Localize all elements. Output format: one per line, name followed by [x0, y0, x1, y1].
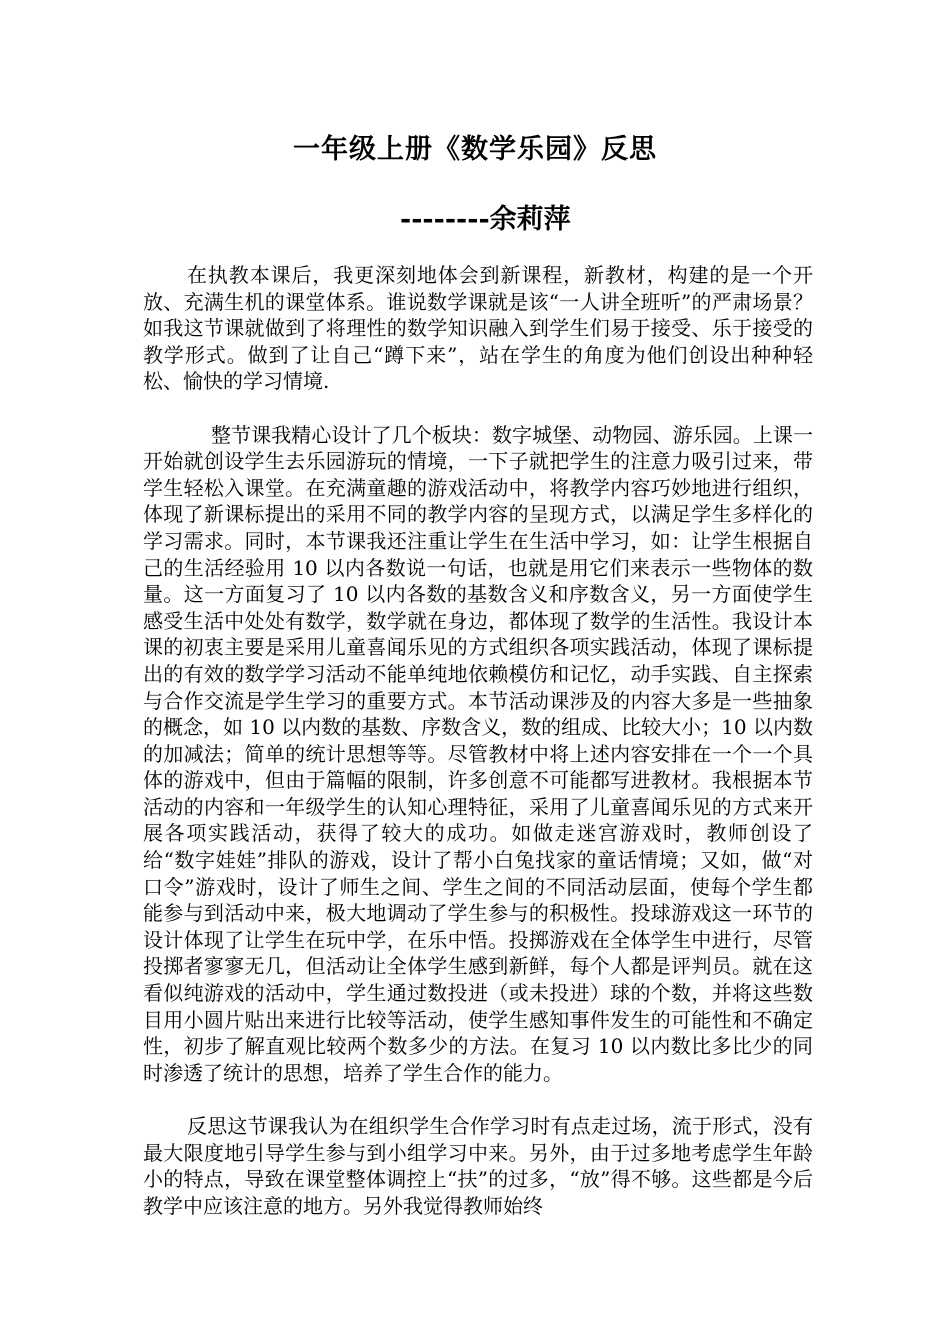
paragraph-intro: 在执教本课后，我更深刻地体会到新课程，新教材，构建的是一个开放、充满生机的课堂体系。谁说数学课就是该“一人讲全班听”的严肃场景？如我这节课就做到了将理性的数学知识融入到学生们易于接受、乐于接受的教学形式。做到了让自己“蹲下来”，站在学生的角度为他们创设出种种轻松、愉快的学习情境. [143, 263, 813, 394]
document-title: 一年级上册《数学乐园》反思 [293, 134, 657, 165]
paragraph-reflection: 反思这节课我认为在组织学生合作学习时有点走过场，流于形式，没有最大限度地引导学生参与到小组学习中来。另外，由于过多地考虑学生年龄小的特点，导致在课堂整体调控上“扶”的过多，“放”得不够。这些都是今后教学中应该注意的地方。另外我觉得教师始终 [143, 1114, 813, 1218]
document-body [143, 262, 813, 1219]
author-line: --------余莉萍 [400, 204, 571, 235]
paragraph-lesson-design: 整节课我精心设计了几个板块：数字城堡、动物园、游乐园。上课一开始就创设学生去乐园游玩的情境，一下子就把学生的注意力吸引过来，带学生轻松入课堂。在充满童趣的游戏活动中，将教学内容巧妙地进行组织，体现了新课标提出的采用不同的教学内容的呈现方式，以满足学生多样化的学习需求。同时，本节课我还注重让学生在生活中学习，如：让学生根据自己的生活经验用 10 以内各数说一句话，也就是用它们来表示一些物体的数量。这一方面复习了 10 以内各数的基数含义和序数含义，另一方面使学生感受生活中处处有数学，数学就在身边，都体现了数学的生活性。我设计本课的初衷主要是采用儿童喜闻乐见的方式组织各项实践活动，体现了课标提出的有效的数学学习活动不能单纯地依赖模仿和记忆，动手实践、自主探索与合作交流是学生学习的重要方式。本节活动课涉及的内容大多是一些抽象的概念，如 10 以内数的基数、序数含义，数的组成、比较大小；10 以内数的加减法；简单的统计思想等等。尽管教材中将上述内容安排在一个一个具体的游戏中，但由于篇幅的限制，许多创意不可能都写进教材。我根据本节活动的内容和一年级学生的认知心理特征，采用了儿童喜闻乐见的方式来开展各项实践活动，获得了较大的成功。如做走迷宫游戏时，教师创设了给“数字娃娃”排队的游戏，设计了帮小白兔找家的童话情境；又如，做“对口令”游戏时，设计了师生之间、学生之间的不同活动层面，使每个学生都能参与到活动中来，极大地调动了学生参与的积极性。投球游戏这一环节的设计体现了让学生在玩中学，在乐中悟。投掷游戏在全体学生中进行，尽管投掷者寥寥无几，但活动让全体学生感到新鲜，每个人都是评判员。就在这看似纯游戏的活动中，学生通过数投进（或未投进）球的个数，并将这些数目用小圆片贴出来进行比较等活动，使学生感知事件发生的可能性和不确定性，初步了解直观比较两个数多少的方法。在复习 10 以内数比多比少的同时渗透了统计的思想，培养了学生合作的能力。 [143, 422, 813, 1085]
